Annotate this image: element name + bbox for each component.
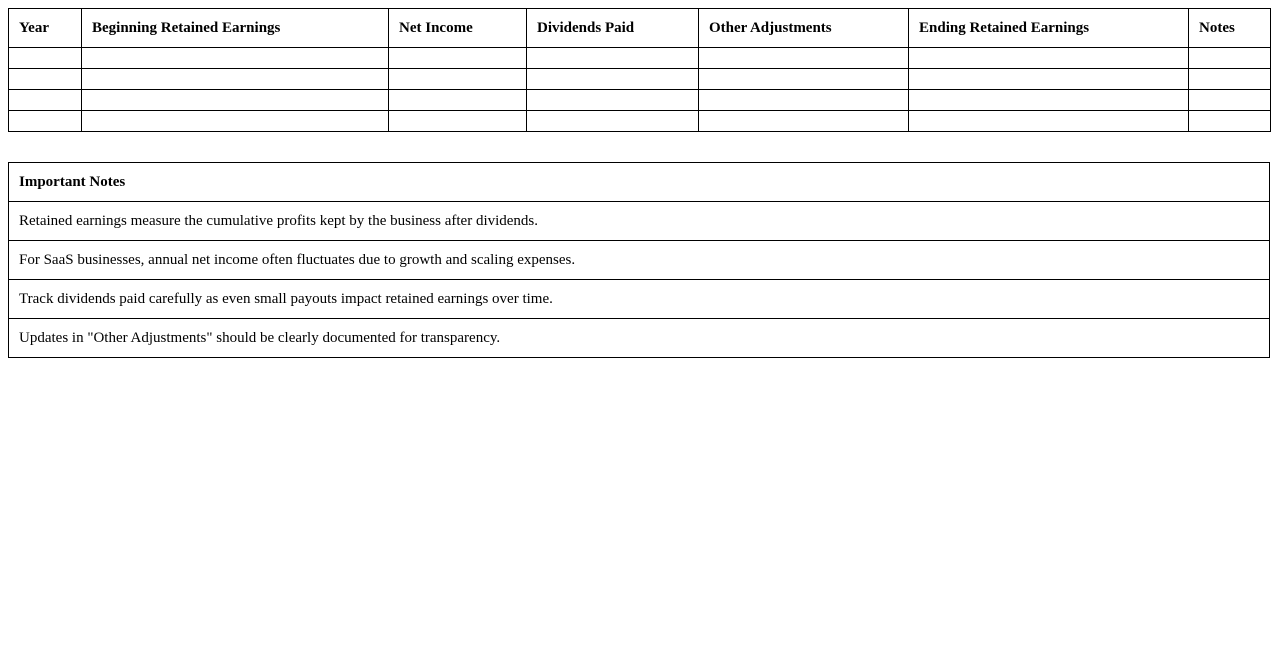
table-cell [389, 48, 527, 69]
note-row [9, 202, 1270, 241]
retained-earnings-table [8, 8, 1271, 132]
notes-header-row [9, 163, 1270, 202]
note-item: For SaaS businesses, annual net income often fluctuates due to growth and scaling expenses. [9, 241, 1270, 280]
important-notes-title: Important Notes [9, 163, 1270, 202]
column-header-beginning-retained-earnings: Beginning Retained Earnings [82, 9, 389, 48]
table-cell [699, 111, 909, 132]
table-row [9, 69, 1271, 90]
table-cell [699, 69, 909, 90]
table-cell [389, 90, 527, 111]
table-cell [1189, 111, 1271, 132]
table-cell [9, 69, 82, 90]
note-row [9, 280, 1270, 319]
table-row [9, 48, 1271, 69]
table-cell [699, 48, 909, 69]
note-row [9, 241, 1270, 280]
note-row [9, 319, 1270, 358]
table-cell [1189, 69, 1271, 90]
table-cell [389, 111, 527, 132]
table-cell [527, 48, 699, 69]
table-cell [527, 90, 699, 111]
note-item: Track dividends paid carefully as even small payouts impact retained earnings over time. [9, 280, 1270, 319]
table-cell [82, 48, 389, 69]
table-row [9, 111, 1271, 132]
column-header-dividends-paid: Dividends Paid [527, 9, 699, 48]
table-cell [527, 111, 699, 132]
table-cell [82, 69, 389, 90]
table-row [9, 90, 1271, 111]
column-header-other-adjustments: Other Adjustments [699, 9, 909, 48]
table-header-row [9, 9, 1271, 48]
table-cell [909, 111, 1189, 132]
table-cell [9, 48, 82, 69]
column-header-year: Year [9, 9, 82, 48]
table-cell [1189, 90, 1271, 111]
column-header-notes: Notes [1189, 9, 1271, 48]
column-header-ending-retained-earnings: Ending Retained Earnings [909, 9, 1189, 48]
table-cell [82, 90, 389, 111]
note-item: Retained earnings measure the cumulative profits kept by the business after dividends. [9, 202, 1270, 241]
table-cell [389, 69, 527, 90]
important-notes-table [8, 162, 1270, 358]
note-item: Updates in "Other Adjustments" should be clearly documented for transparency. [9, 319, 1270, 358]
table-cell [9, 90, 82, 111]
table-cell [909, 90, 1189, 111]
table-cell [909, 48, 1189, 69]
table-cell [1189, 48, 1271, 69]
table-cell [699, 90, 909, 111]
table-cell [82, 111, 389, 132]
column-header-net-income: Net Income [389, 9, 527, 48]
table-cell [9, 111, 82, 132]
table-cell [527, 69, 699, 90]
table-cell [909, 69, 1189, 90]
